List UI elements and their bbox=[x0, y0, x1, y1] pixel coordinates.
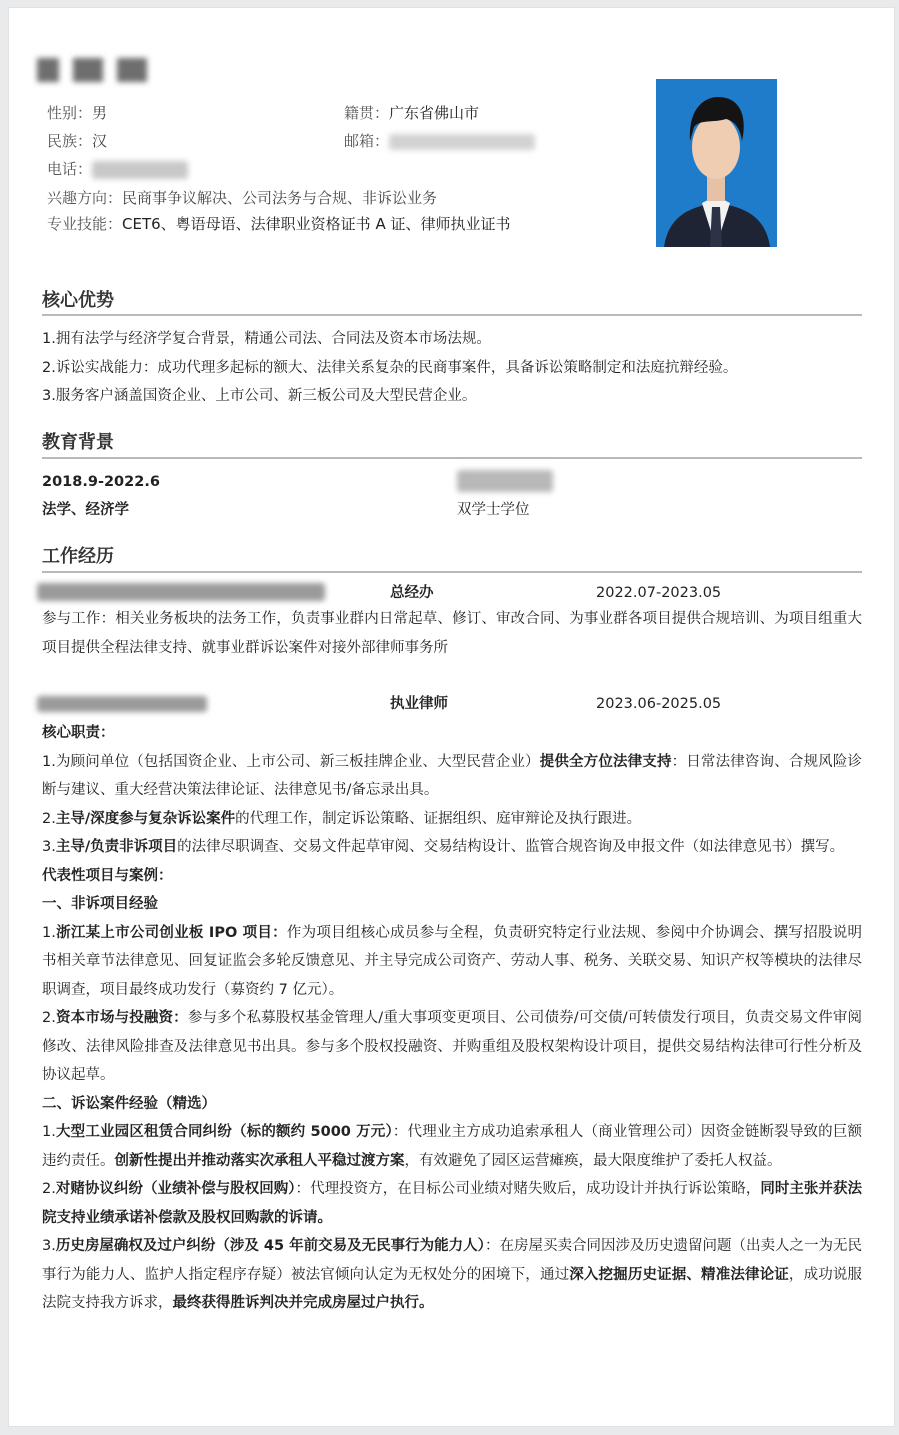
job2-company-redacted bbox=[37, 696, 207, 712]
duty-1 bbox=[42, 748, 862, 805]
profile-photo bbox=[656, 79, 777, 247]
nonlit-item-1 bbox=[42, 919, 862, 1005]
lit-2-rest: ：代理投资方，在目标公司业绩对赌失败后，成功设计并执行诉讼策略， bbox=[295, 1181, 761, 1197]
lit-2-num: 2. bbox=[42, 1181, 56, 1197]
resume-page bbox=[8, 7, 895, 1427]
ethnicity-row bbox=[47, 132, 107, 151]
interests-row bbox=[47, 189, 437, 208]
lit-1-num: 1. bbox=[42, 1124, 56, 1140]
nonlit-2-bold: 资本市场与投融资： bbox=[55, 1010, 188, 1026]
lit-1-rest: ：代理业主方成功追索承租人（商业管理公司）因资金链断裂导致的巨额违约责任。 bbox=[42, 1124, 862, 1169]
duty-2-num: 2. bbox=[42, 810, 56, 827]
origin-value: 广东省佛山市 bbox=[389, 104, 480, 122]
nonlit-1-rest: 作为项目组核心成员参与全程，负责研究特定行业法规、参阅中介协调会、撰写招股说明书相关章节法律意见、回复证监会多轮反馈意见、并主导完成公司资产、劳动人事、税务、关联交易、知识产权等模块的法律尽职调查，项目最终成功发行（募资约 7 亿元）。 bbox=[42, 924, 862, 998]
cases-heading: 代表性项目与案例： bbox=[42, 867, 173, 884]
strength-item-1: 1.拥有法学与经济学复合背景，精通公司法、合同法及资本市场法规。 bbox=[42, 331, 491, 347]
lit-3-bold: 历史房屋确权及过户纠纷（涉及 45 年前交易及无民事行为能力人） bbox=[55, 1238, 485, 1254]
portrait-illustration bbox=[656, 79, 777, 247]
name-redacted bbox=[37, 58, 161, 86]
education-major: 法学、经济学 bbox=[42, 502, 129, 518]
lit-1-bold: 大型工业园区租赁合同纠纷（标的额约 5000 万元） bbox=[55, 1124, 393, 1140]
email-row bbox=[344, 132, 535, 151]
strength-item-3: 3.服务客户涵盖国资企业、上市公司、新三板公司及大型民营企业。 bbox=[42, 388, 477, 404]
duties-heading: 核心职责： bbox=[42, 725, 115, 741]
lit-1-bold-2: 创新性提出并推动落实次承租人平稳过渡方案 bbox=[114, 1152, 405, 1169]
interests-value: 民商事争议解决、公司法务与合规、非诉讼业务 bbox=[122, 189, 438, 207]
lit-heading: 二、诉讼案件经验（精选） bbox=[42, 1095, 216, 1112]
origin-row bbox=[344, 104, 479, 123]
skills-row bbox=[47, 215, 510, 234]
job1-period: 2022.07-2023.05 bbox=[596, 585, 722, 601]
skills-label: 专业技能： bbox=[47, 215, 123, 233]
nonlit-heading: 一、非诉项目经验 bbox=[42, 896, 158, 912]
lit-3-num: 3. bbox=[42, 1238, 56, 1254]
duty-1-bold: 提供全方位法律支持 bbox=[539, 753, 672, 770]
work-divider bbox=[42, 571, 862, 573]
ethnicity-label: 民族： bbox=[47, 132, 93, 150]
job2-body bbox=[42, 719, 862, 1318]
origin-label: 籍贯： bbox=[344, 104, 390, 122]
job2-period: 2023.06-2025.05 bbox=[596, 696, 722, 712]
phone-label: 电话： bbox=[47, 160, 93, 178]
lit-1-rest-2: ，有效避免了园区运营瘫痪，最大限度维护了委托人权益。 bbox=[404, 1152, 782, 1169]
duty-1-rest: ：日常法律咨询、合规风险诊断与建议、重大经营决策法律论证、法律意见书/备忘录出具。 bbox=[42, 753, 862, 798]
strengths-divider bbox=[42, 314, 862, 316]
email-label: 邮箱： bbox=[344, 132, 390, 150]
lit-item-1 bbox=[42, 1118, 862, 1175]
lit-item-2 bbox=[42, 1175, 862, 1232]
gender-row bbox=[47, 104, 107, 123]
duty-2-rest: 的代理工作，制定诉讼策略、证据组织、庭审辩论及执行跟进。 bbox=[235, 810, 642, 827]
job2-role: 执业律师 bbox=[390, 696, 448, 712]
nonlit-2-num: 2. bbox=[42, 1010, 56, 1026]
duty-1-text: 1.为顾问单位（包括国资企业、上市公司、新三板挂牌企业、大型民营企业） bbox=[42, 753, 540, 770]
lit-3-rest-2: ，成功说服法院支持我方诉求， bbox=[42, 1266, 863, 1311]
education-degree: 双学士学位 bbox=[457, 502, 530, 518]
duty-2-bold: 主导/深度参与复杂诉讼案件 bbox=[55, 810, 236, 827]
interests-label: 兴趣方向： bbox=[47, 189, 123, 207]
lit-2-bold-2: 同时主张并获法院支持业绩承诺补偿款及股权回购款的诉请。 bbox=[42, 1181, 863, 1226]
nonlit-item-2 bbox=[42, 1004, 862, 1090]
school-redacted bbox=[457, 470, 553, 492]
duty-3-num: 3. bbox=[42, 839, 56, 855]
job1-role: 总经办 bbox=[390, 585, 434, 601]
job1-company-redacted bbox=[37, 583, 325, 601]
gender-value: 男 bbox=[92, 104, 108, 122]
job1-description: 参与工作：相关业务板块的法务工作，负责事业群内日常起草、修订、审改合同、为事业群各项目提供合规培训、为项目组重大项目提供全程法律支持、就事业群诉讼案件对接外部律师事务所 bbox=[42, 611, 862, 656]
strength-item-2: 2.诉讼实战能力：成功代理多起标的额大、法律关系复杂的民商事案件，具备诉讼策略制定和法庭抗辩经验。 bbox=[42, 360, 738, 376]
education-period: 2018.9-2022.6 bbox=[42, 474, 160, 490]
lit-2-bold: 对赌协议纠纷（业绩补偿与股权回购） bbox=[55, 1181, 296, 1197]
ethnicity-value: 汉 bbox=[92, 132, 108, 150]
lit-3-bold-2: 深入挖掘历史证据、精准法律论证 bbox=[569, 1266, 789, 1283]
nonlit-2-rest: 参与多个私募股权基金管理人/重大事项变更项目、公司债券/可交债/可转债发行项目，负责交易文件审阅修改、法律风险排查及法律意见书出具。参与多个股权投融资、并购重组及股权架构设计项目，提供交易结构法律可行性分析及协议起草。 bbox=[42, 1010, 863, 1083]
duty-2 bbox=[42, 805, 862, 834]
work-title: 工作经历 bbox=[42, 546, 114, 567]
lit-3-rest: ：在房屋买卖合同因涉及历史遗留问题（出卖人之一为无民事行为能力人、监护人指定程序存疑）被法官倾向认定为无权处分的困境下，通过 bbox=[42, 1238, 862, 1283]
lit-item-3 bbox=[42, 1232, 862, 1318]
education-title: 教育背景 bbox=[42, 432, 114, 453]
nonlit-1-bold: 浙江某上市公司创业板 IPO 项目： bbox=[55, 924, 287, 941]
gender-label: 性别： bbox=[47, 104, 93, 122]
phone-row bbox=[47, 160, 188, 179]
strengths-title: 核心优势 bbox=[42, 290, 114, 311]
education-divider bbox=[42, 457, 862, 459]
phone-redacted bbox=[92, 161, 188, 179]
lit-3-bold-3: 最终获得胜诉判决并完成房屋过户执行。 bbox=[172, 1295, 434, 1311]
duty-3 bbox=[42, 833, 862, 862]
duty-3-bold: 主导/负责非诉项目 bbox=[55, 839, 178, 855]
skills-value: CET6、粤语母语、法律职业资格证书 A 证、律师执业证书 bbox=[122, 215, 511, 233]
nonlit-1-num: 1. bbox=[42, 924, 56, 941]
email-redacted bbox=[389, 134, 535, 150]
duty-3-rest: 的法律尽职调查、交易文件起草审阅、交易结构设计、监管合规咨询及申报文件（如法律意见书）撰写。 bbox=[177, 839, 845, 855]
